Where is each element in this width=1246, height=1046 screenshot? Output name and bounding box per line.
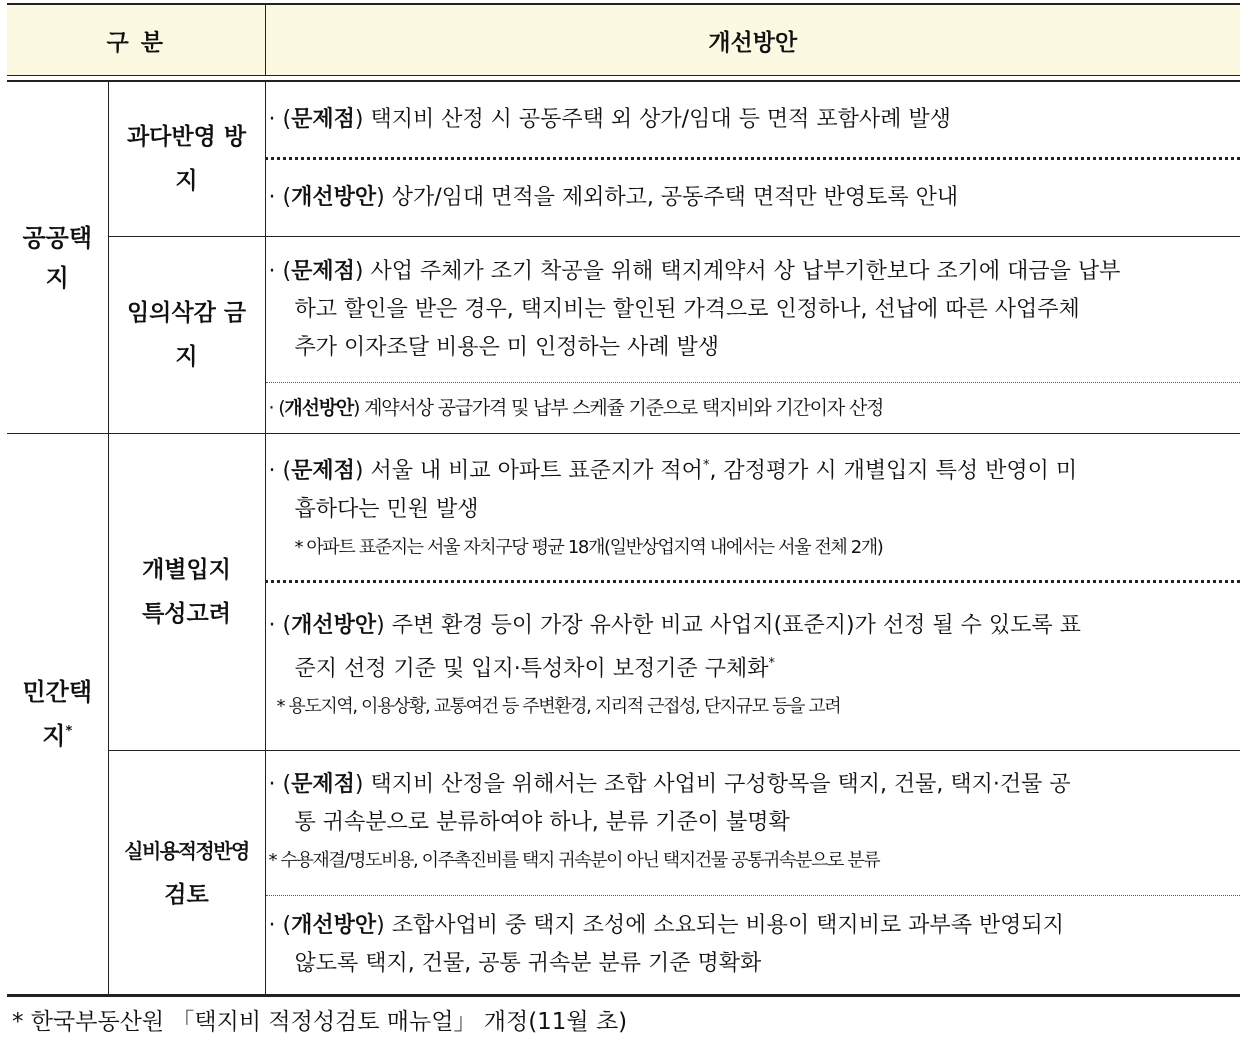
subcategory-individual-location: 개별입지 특성고려	[108, 434, 265, 751]
solution-cell: · (개선방안) 상가/임대 면적을 제외하고, 공동주택 면적만 반영토록 안내	[265, 159, 1240, 237]
improvement-table	[7, 3, 1240, 997]
header-category: 구 분	[7, 4, 265, 76]
subcategory-arbitrary-cut: 임의삭감 금 지	[108, 237, 265, 434]
header-improvement: 개선방안	[265, 4, 1240, 76]
solution-cell: · (개선방안) 주변 환경 등이 가장 유사한 비교 사업지(표준지)가 선정 될 수 있도록 표 준지 선정 기준 및 입지·특성차이 보정기준 구체화* * 용도지역, 이용상황, 교통여건 등 주변환경, 지리적 근접성, 단지규모 등을 고려	[265, 582, 1240, 751]
footnote-note: * 수용재결/명도비용, 이주촉진비를 택지 귀속분이 아닌 택지건물 공통귀속분으로 분류	[268, 850, 880, 871]
table-header-row	[7, 4, 1240, 76]
problem-cell: · (문제점) 사업 주체가 조기 착공을 위해 택지계약서 상 납부기한보다 조기에 대금을 납부 하고 할인을 받은 경우, 택지비는 할인된 가격으로 인정하나, 선납에 따른 사업주체 추가 이자조달 비용은 미 인정하는 사례 발생	[265, 237, 1240, 383]
category-public: 공공택 지	[7, 81, 108, 434]
subcategory-overreflection: 과다반영 방 지	[108, 81, 265, 237]
footnote-note: * 용도지역, 이용상황, 교통여건 등 주변환경, 지리적 근접성, 단지규모 등을 고려	[276, 696, 841, 718]
subcategory-actual-cost: 실비용적정반영 검토	[108, 751, 265, 996]
footnote-note: * 아파트 표준지는 서울 자치구당 평균 18개(일반상업지역 내에서는 서울 전체 2개)	[294, 536, 883, 558]
solution-cell: · (개선방안) 계약서상 공급가격 및 납부 스케쥴 기준으로 택지비와 기간이자 산정	[265, 383, 1240, 434]
footnote: * 한국부동산원 「택지비 적정성검토 매뉴얼」 개정(11월 초)	[12, 1009, 628, 1035]
problem-cell: · (문제점) 택지비 산정을 위해서는 조합 사업비 구성항목을 택지, 건물, 택지·건물 공 통 귀속분으로 분류하여야 하나, 분류 기준이 불명확 * 수용재결/명도비용, 이주촉진비를 택지 귀속분이 아닌 택지건물 공통귀속분으로 분류	[265, 751, 1240, 896]
problem-cell: · (문제점) 서울 내 비교 아파트 표준지가 적어*, 감정평가 시 개별입지 특성 반영이 미 흡하다는 민원 발생 * 아파트 표준지는 서울 자치구당 평균 18개(일반상업지역 내에서는 서울 전체 2개)	[265, 434, 1240, 582]
solution-cell: · (개선방안) 조합사업비 중 택지 조성에 소요되는 비용이 택지비로 과부족 반영되지 않도록 택지, 건물, 공통 귀속분 분류 기준 명확화	[265, 896, 1240, 996]
category-private: 민간택 지*	[7, 434, 108, 996]
problem-cell: · (문제점) 택지비 산정 시 공동주택 외 상가/임대 등 면적 포함사례 발생	[265, 81, 1240, 159]
